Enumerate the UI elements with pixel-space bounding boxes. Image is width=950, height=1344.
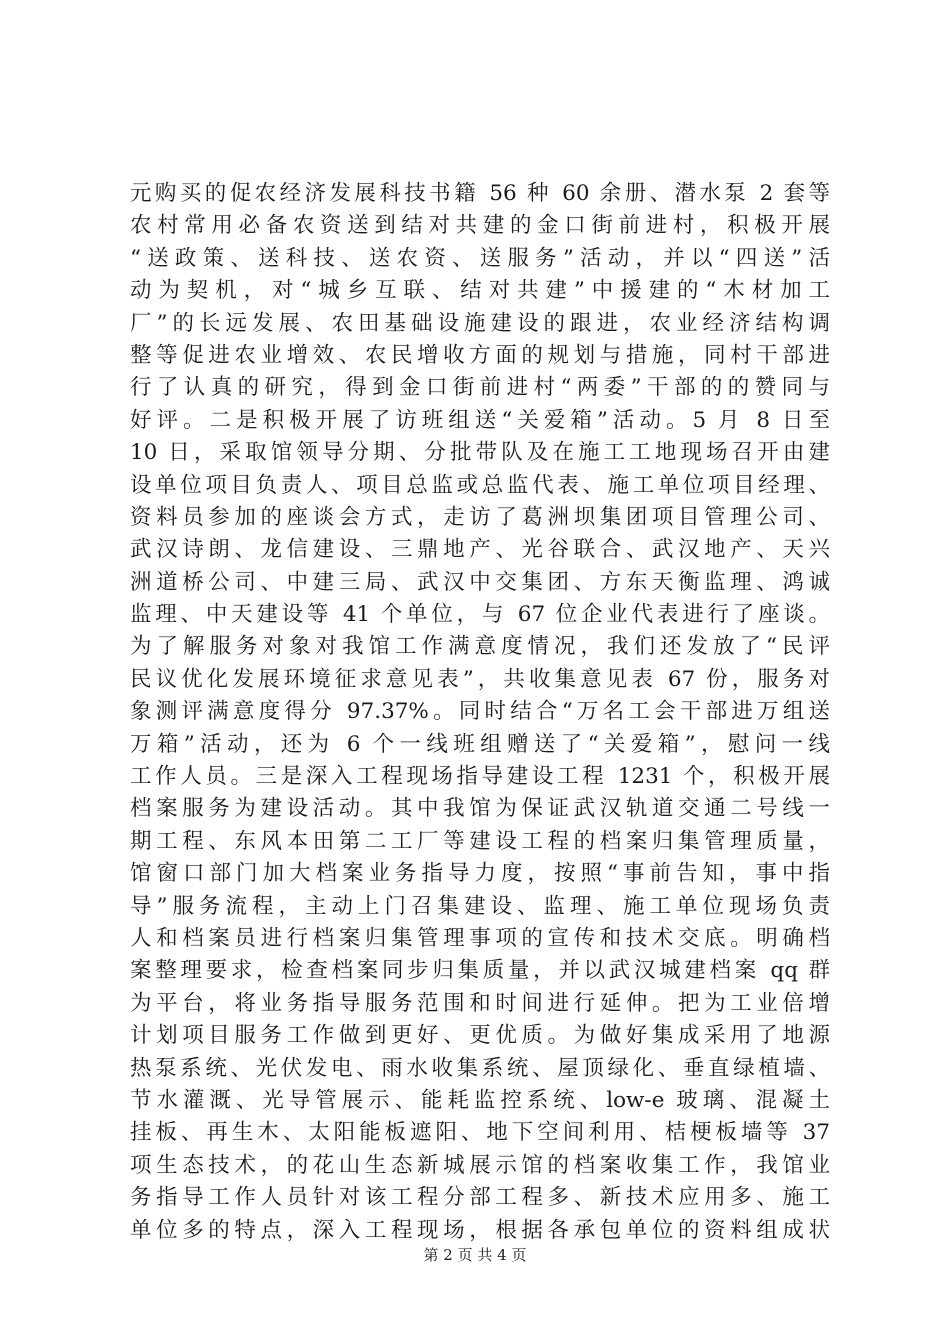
body-text-line: 万箱”活动，还为 6 个一线班组赠送了“关爱箱”，慰问一线 [130, 731, 830, 757]
body-text-line: 洲道桥公司、中建三局、武汉中交集团、方东天衡监理、鸿诚 [130, 569, 830, 595]
document-body [130, 178, 830, 1247]
body-text-line: 工作人员。三是深入工程现场指导建设工程 1231 个，积极开展 [130, 764, 830, 790]
body-text-line: 为平台，将业务指导服务范围和时间进行延伸。把为工业倍增 [130, 990, 830, 1016]
body-text-line: 资料员参加的座谈会方式，走访了葛洲坝集团项目管理公司、 [130, 504, 830, 530]
body-text-line: 整等促进农业增效、农民增收方面的规划与措施，同村干部进 [130, 342, 830, 368]
body-text-line: 计划项目服务工作做到更好、更优质。为做好集成采用了地源 [130, 1023, 830, 1049]
body-text-line: 动为契机，对“城乡互联、结对共建”中援建的“木材加工 [130, 278, 830, 304]
body-text-line: 务指导工作人员针对该工程分部工程多、新技术应用多、施工 [130, 1185, 830, 1211]
body-text-line: 行了认真的研究，得到金口街前进村“两委”干部的的赞同与 [130, 375, 830, 401]
body-text-line: 馆窗口部门加大档案业务指导力度，按照“事前告知，事中指 [130, 861, 830, 887]
body-text-line: 挂板、再生木、太阳能板遮阳、地下空间利用、桔梗板墙等 37 [130, 1120, 830, 1146]
body-text-line: 武汉诗朗、龙信建设、三鼎地产、光谷联合、武汉地产、天兴 [130, 537, 830, 563]
body-text-line: “送政策、送科技、送农资、送服务”活动，并以“四送”活 [130, 245, 830, 271]
body-text-line: 为了解服务对象对我馆工作满意度情况，我们还发放了“民评 [130, 634, 830, 660]
body-text-line: 热泵系统、光伏发电、雨水收集系统、屋顶绿化、垂直绿植墙、 [130, 1055, 830, 1081]
body-text-line: 节水灌溉、光导管展示、能耗监控系统、low-e 玻璃、混凝土 [130, 1087, 830, 1113]
body-text-line: 期工程、东风本田第二工厂等建设工程的档案归集管理质量， [130, 828, 830, 854]
body-text-line: 好评。二是积极开展了访班组送“关爱箱”活动。5 月 8 日至 [130, 407, 830, 433]
body-text-line: 10 日，采取馆领导分期、分批带队及在施工工地现场召开由建 [130, 440, 830, 466]
body-text-line: 单位多的特点，深入工程现场，根据各承包单位的资料组成状 [130, 1217, 830, 1243]
body-text-line: 厂”的长远发展、农田基础设施建设的跟进，农业经济结构调 [130, 310, 830, 336]
body-text-line: 项生态技术，的花山生态新城展示馆的档案收集工作，我馆业 [130, 1152, 830, 1178]
page-footer: 第 2 页 共 4 页 [423, 1246, 527, 1264]
body-text-line: 案整理要求，检查档案同步归集质量，并以武汉城建档案 qq 群 [130, 958, 830, 984]
body-text-line: 监理、中天建设等 41 个单位，与 67 位企业代表进行了座谈。 [130, 602, 830, 628]
body-text-line: 人和档案员进行档案归集管理事项的宣传和技术交底。明确档 [130, 925, 830, 951]
body-text-line: 导”服务流程，主动上门召集建设、监理、施工单位现场负责 [130, 893, 830, 919]
body-text-line: 设单位项目负责人、项目总监或总监代表、施工单位项目经理、 [130, 472, 830, 498]
body-text-line: 象测评满意度得分 97.37%。同时结合“万名工会干部进万组送 [130, 699, 830, 725]
body-text-line: 档案服务为建设活动。其中我馆为保证武汉轨道交通二号线一 [130, 796, 830, 822]
body-text-line: 农村常用必备农资送到结对共建的金口街前进村，积极开展 [130, 213, 830, 239]
body-text-line: 民议优化发展环境征求意见表”，共收集意见表 67 份，服务对 [130, 666, 830, 692]
body-text-line: 元购买的促农经济发展科技书籍 56 种 60 余册、潜水泵 2 套等 [130, 181, 830, 206]
